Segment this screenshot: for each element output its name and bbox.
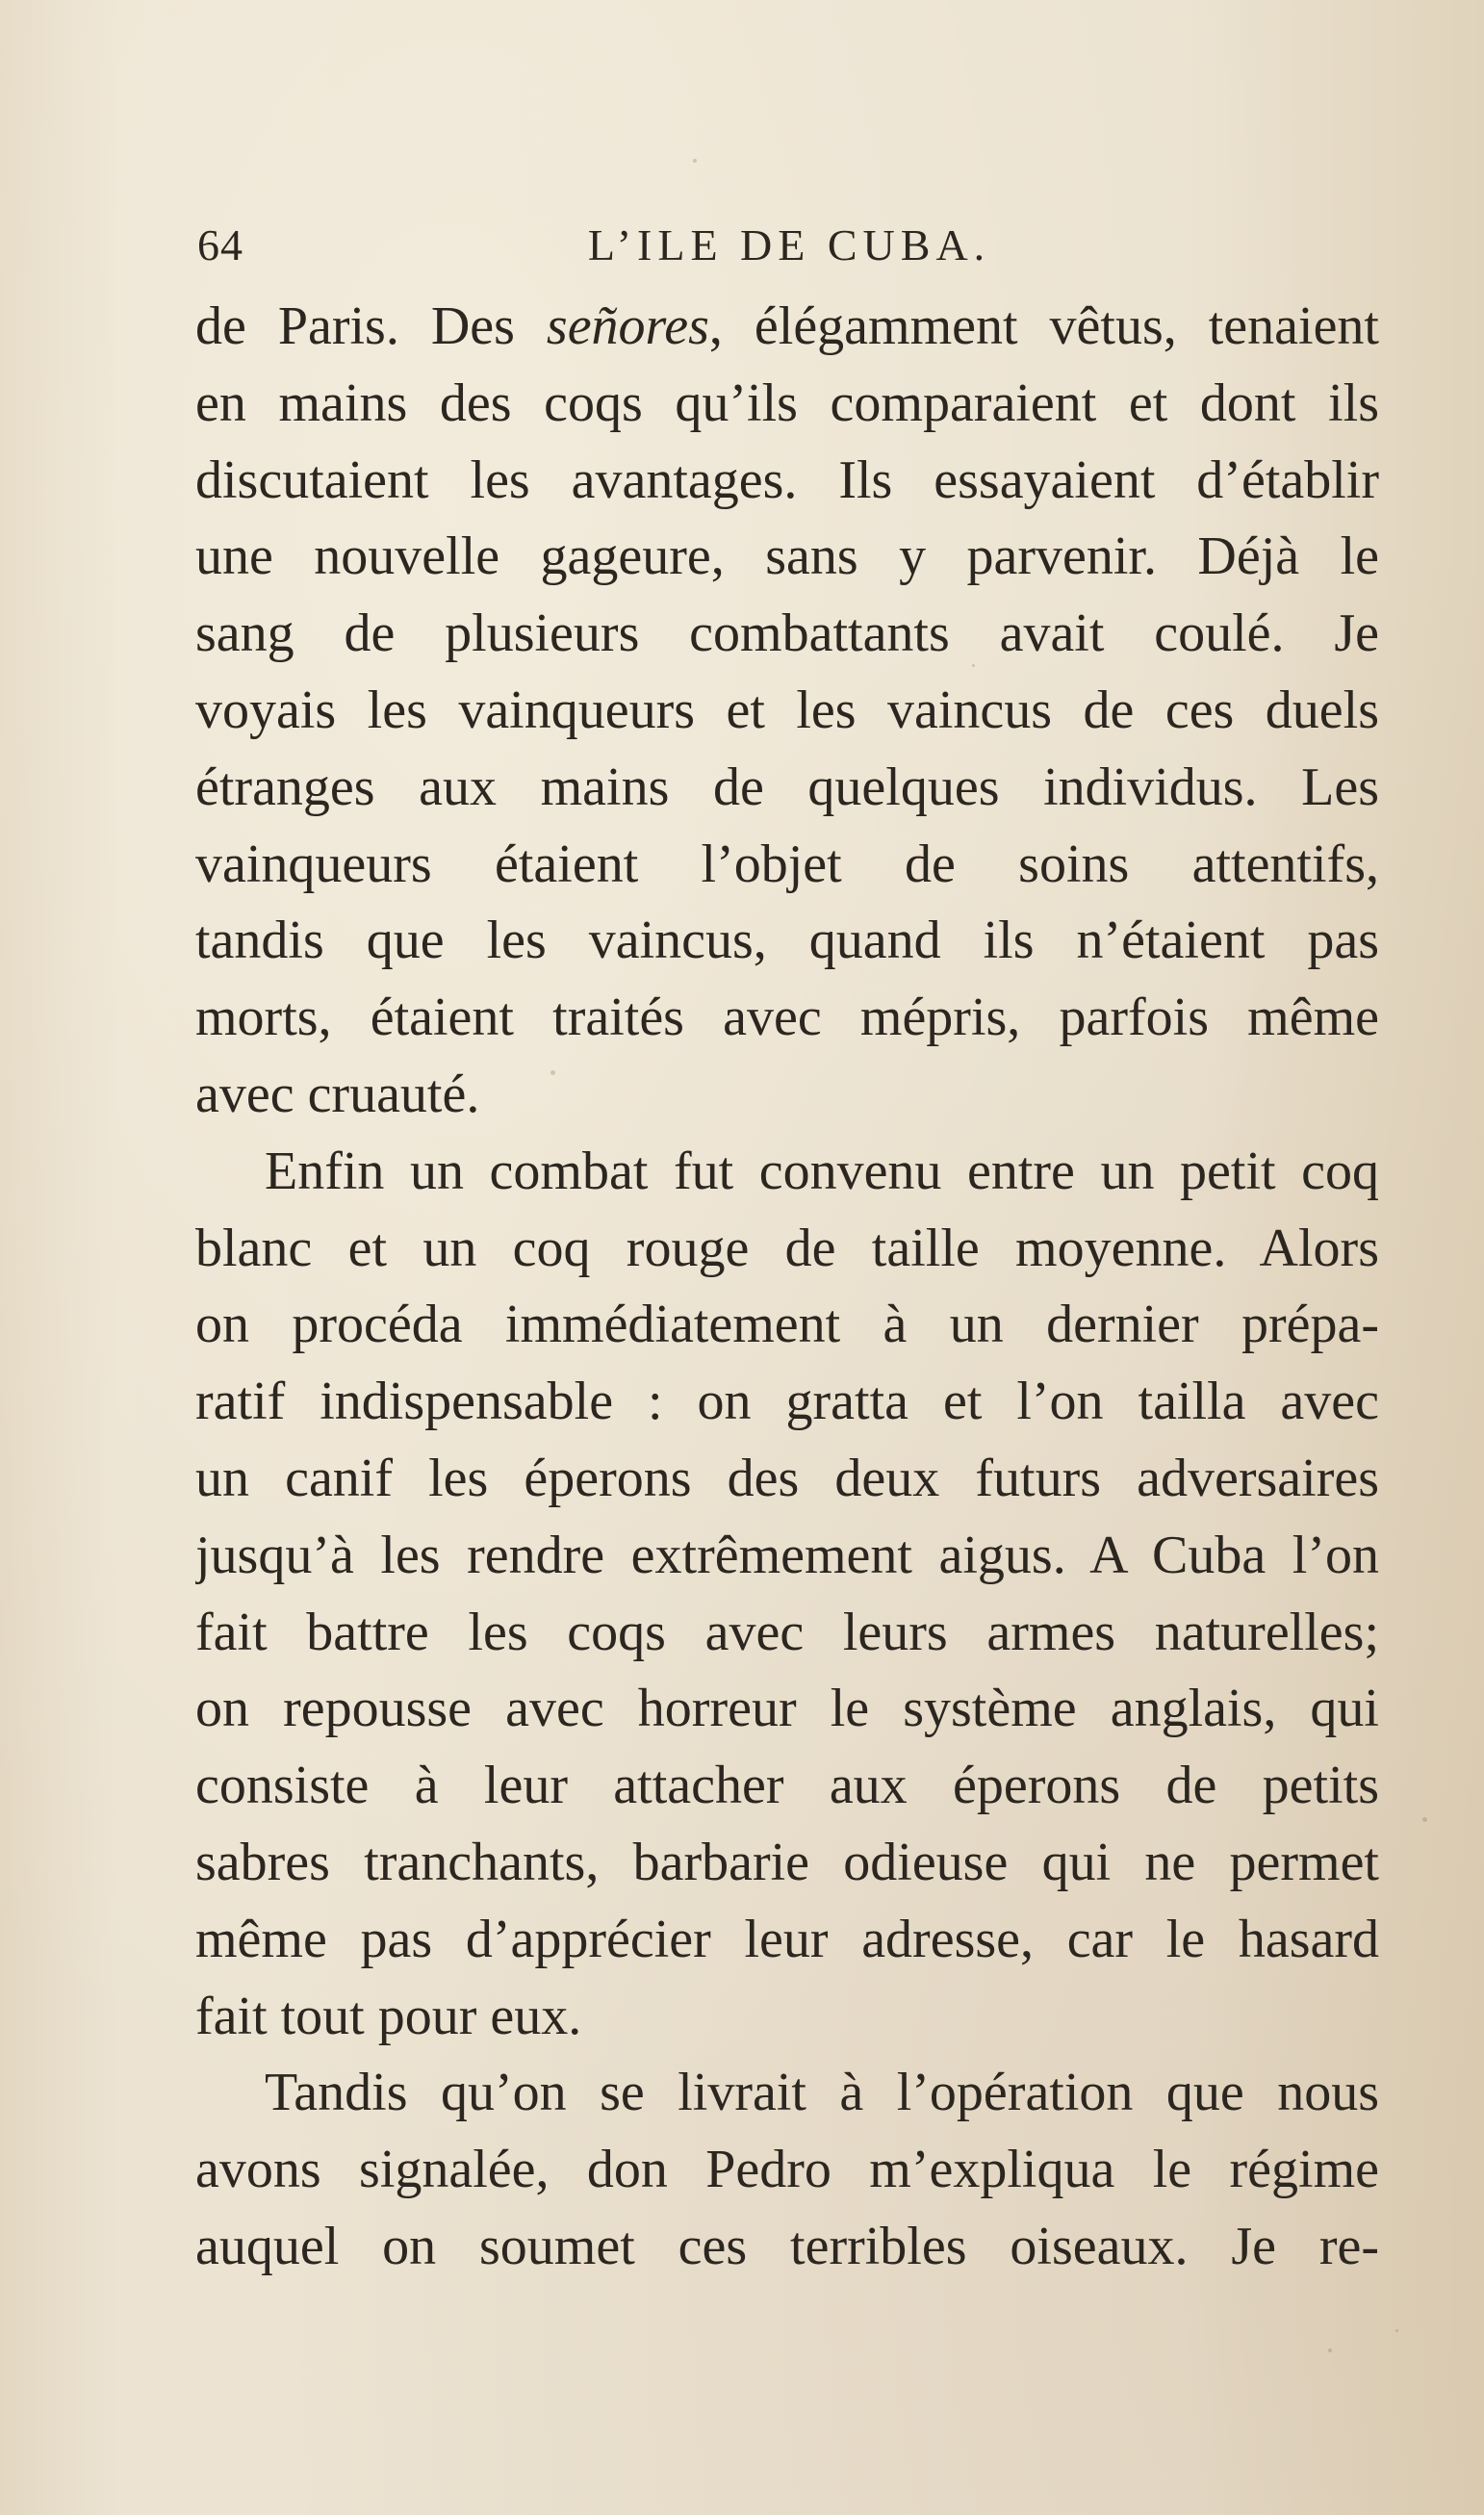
paper-speck: [693, 159, 697, 163]
text-line: [195, 289, 1379, 366]
text-line: un canif les éperons des deux futurs adversaires: [195, 1448, 1379, 1508]
text-line: Tandis qu’on se livrait à l’opération que nous: [265, 2063, 1379, 2123]
text-line: sabres tranchants, barbarie odieuse qui ne permet: [195, 1832, 1379, 1892]
text-line: ratif indispensable : on gratta et l’on tailla avec: [195, 1372, 1379, 1432]
text-line: fait battre les coqs avec leurs armes naturelles;: [195, 1602, 1379, 1662]
text-line: jusqu’à les rendre extrêmement aigus. A Cuba l’on: [195, 1525, 1379, 1585]
line-start: de Paris. Des: [195, 296, 547, 356]
line-rest: , élégamment vêtus, tenaient: [708, 296, 1379, 356]
text-line: étranges aux mains de quelques individus. Les: [195, 757, 1379, 817]
body-text: [195, 289, 1379, 2286]
text-line: voyais les vainqueurs et les vaincus de ces duels: [195, 680, 1379, 740]
italic-word: señores: [546, 296, 709, 356]
paper-speck: [1422, 1817, 1427, 1822]
text-line: une nouvelle gageure, sans y parvenir. Déjà le: [195, 526, 1379, 587]
text-line: on repousse avec horreur le système anglais, qui: [195, 1679, 1379, 1739]
text-line: consiste à leur attacher aux éperons de petits: [195, 1756, 1379, 1816]
page-number: 64: [197, 220, 243, 269]
text-line: tandis que les vaincus, quand ils n’étaient pas: [195, 911, 1379, 971]
page-header: [197, 219, 1381, 287]
text-line: on procéda immédiatement à un dernier prépa-: [195, 1295, 1379, 1355]
text-line: même pas d’apprécier leur adresse, car le hasard: [195, 1909, 1379, 1969]
paper-speck: [1395, 2329, 1398, 2332]
paragraph-2: [195, 1134, 1379, 2056]
text-line: Enfin un combat fut convenu entre un petit coq: [265, 1141, 1379, 1201]
text-line: avons signalée, don Pedro m’expliqua le régime: [195, 2140, 1379, 2200]
paragraph-3: [195, 2055, 1379, 2285]
text-line: sang de plusieurs combattants avait coulé. Je: [195, 603, 1379, 664]
text-line: morts, étaient traités avec mépris, parfois même: [195, 988, 1379, 1048]
text-line: vainqueurs étaient l’objet de soins attentifs,: [195, 834, 1379, 894]
text-line: en mains des coqs qu’ils comparaient et dont ils: [195, 372, 1379, 433]
paper-speck: [1328, 2348, 1332, 2352]
running-title: L’ILE DE CUBA.: [587, 220, 991, 269]
text-line: blanc et un coq rouge de taille moyenne. Alors: [195, 1218, 1379, 1278]
text-line: avec cruauté.: [195, 1064, 480, 1124]
text-line: discutaient les avantages. Ils essayaient d’établir: [195, 449, 1379, 510]
text-line: auquel on soumet ces terribles oiseaux. Je re-: [195, 2216, 1379, 2276]
paragraph-1: [195, 289, 1379, 1134]
text-line: fait tout pour eux.: [195, 1986, 582, 2046]
